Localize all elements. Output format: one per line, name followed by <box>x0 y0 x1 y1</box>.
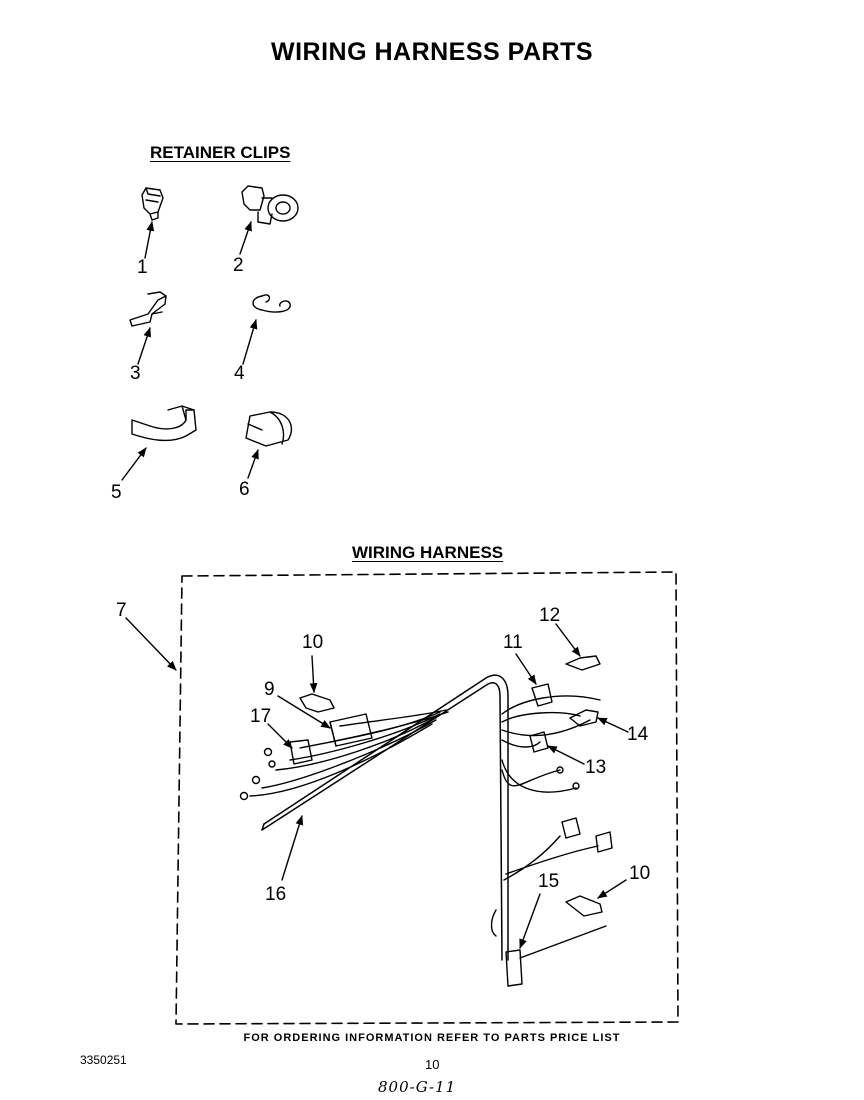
callout-arrow-15 <box>520 894 540 948</box>
page-number: 10 <box>425 1057 440 1072</box>
plug-lower-right <box>596 832 612 852</box>
retainer-clips-heading: RETAINER CLIPS <box>150 143 291 162</box>
callout-10-top: 10 <box>302 632 324 653</box>
callout-arrow-13 <box>548 746 584 764</box>
callout-arrow-12 <box>556 624 580 656</box>
document-number: 3350251 <box>80 1053 127 1067</box>
callout-15: 15 <box>538 871 560 892</box>
connector-11 <box>532 684 552 706</box>
clip-1-drawing <box>142 188 163 220</box>
callout-5: 5 <box>111 482 122 503</box>
callout-arrow-2 <box>240 222 251 254</box>
callout-arrow-6 <box>248 450 258 478</box>
callout-arrow-4 <box>243 320 256 364</box>
clip-5-drawing <box>132 406 196 440</box>
callout-arrow-1 <box>145 222 152 258</box>
harness-wires-right <box>502 696 600 880</box>
clip-3-drawing <box>130 292 166 326</box>
callout-12: 12 <box>539 605 561 626</box>
callout-arrow-10-bottom <box>598 880 626 898</box>
page-title: WIRING HARNESS PARTS <box>270 38 594 66</box>
callout-arrow-10-top <box>312 656 314 692</box>
clip-4-drawing <box>253 295 290 312</box>
clip-2-drawing <box>242 186 298 224</box>
connector-17 <box>290 740 312 764</box>
callout-6: 6 <box>239 479 250 500</box>
terminal-10-bottom <box>566 896 602 916</box>
clip-6-drawing <box>246 412 291 446</box>
callout-arrow-9 <box>278 696 330 728</box>
callout-9: 9 <box>264 679 275 700</box>
terminal-12 <box>566 656 600 670</box>
plug-upper-right <box>562 818 580 838</box>
callout-arrow-5 <box>122 448 146 480</box>
callout-arrow-7 <box>126 618 176 670</box>
callout-arrow-17 <box>268 724 292 748</box>
callout-16: 16 <box>265 884 287 905</box>
callout-7: 7 <box>116 600 127 621</box>
harness-trunk <box>262 675 508 960</box>
callout-2: 2 <box>233 255 244 276</box>
callout-1: 1 <box>137 257 148 278</box>
wiring-harness-heading: WIRING HARNESS <box>352 543 504 562</box>
callout-arrow-3 <box>138 328 150 364</box>
callout-arrow-16 <box>282 816 302 880</box>
callout-10-bottom: 10 <box>629 863 651 884</box>
callout-13: 13 <box>585 757 607 778</box>
callout-17: 17 <box>250 706 272 727</box>
callout-arrow-14 <box>598 718 628 732</box>
callout-arrow-11 <box>516 654 536 684</box>
callout-14: 14 <box>627 724 649 745</box>
ordering-note: FOR ORDERING INFORMATION REFER TO PARTS PRICE LIST <box>243 1032 621 1044</box>
terminal-10-top <box>300 694 334 712</box>
callout-4: 4 <box>234 363 245 384</box>
callout-11: 11 <box>503 632 523 653</box>
handwritten-code: 800-G-11 <box>378 1078 457 1096</box>
callout-3: 3 <box>130 363 141 384</box>
harness-frame <box>176 572 678 1024</box>
